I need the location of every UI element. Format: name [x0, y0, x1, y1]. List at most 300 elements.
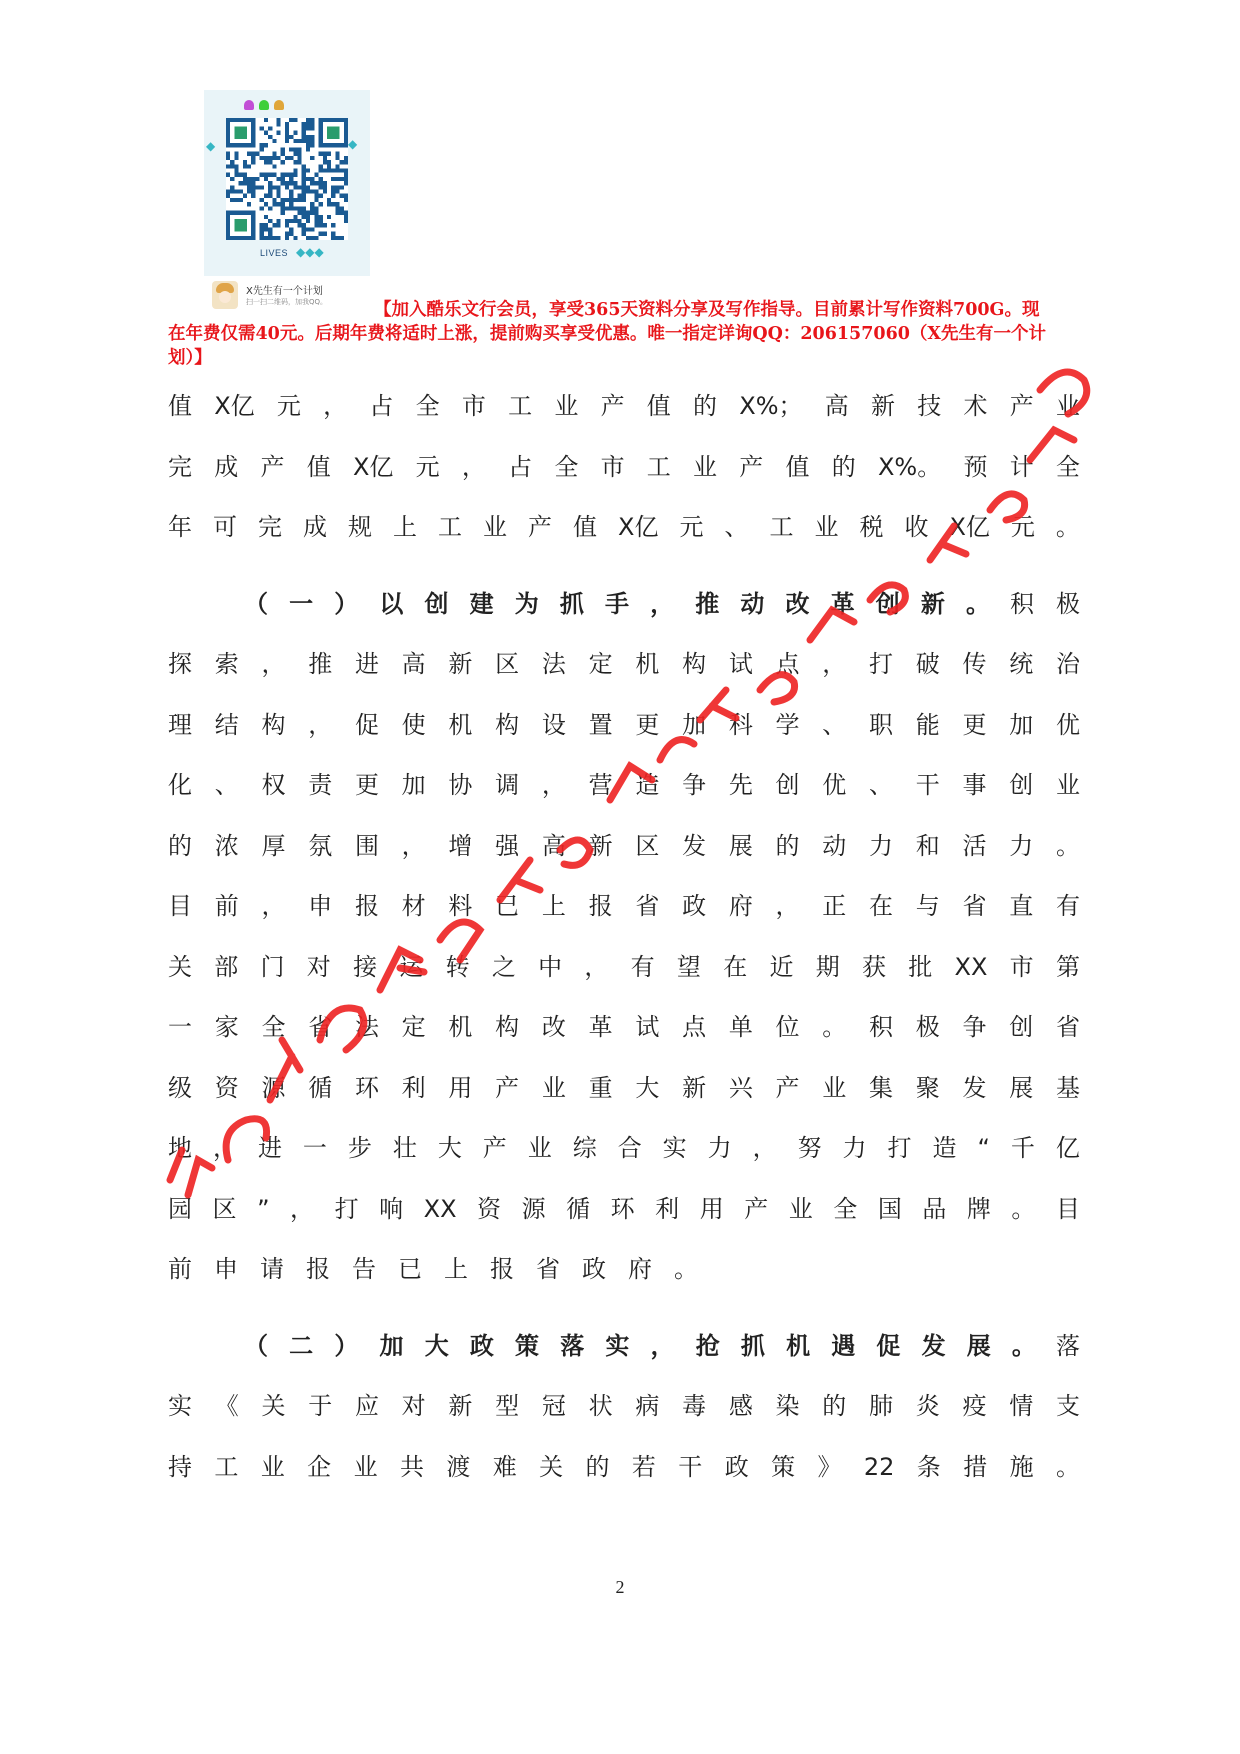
text-glyph: 环 [354, 1073, 379, 1102]
text-glyph: 型 [495, 1392, 520, 1420]
text-glyph: 加 [682, 710, 707, 739]
text-glyph: 批 [908, 952, 933, 981]
text-glyph: 发 [682, 831, 707, 860]
text-glyph: 报 [588, 892, 613, 920]
text-glyph: 环 [610, 1194, 635, 1223]
text-glyph: 二 [289, 1331, 314, 1360]
text-glyph: 构 [495, 710, 520, 739]
text-glyph: 状 [588, 1392, 613, 1420]
text-glyph: ， [308, 710, 333, 739]
text-glyph: 持 [168, 1452, 192, 1481]
text-glyph: 完 [258, 513, 282, 541]
text-glyph: 增 [448, 831, 473, 860]
text-glyph: 规 [348, 513, 372, 541]
text-glyph: “ [977, 1134, 990, 1162]
text-glyph: 业 [483, 513, 507, 541]
text-glyph: 活 [962, 831, 987, 860]
text-glyph: 新 [682, 1073, 707, 1102]
text-glyph: 机 [786, 1331, 811, 1360]
text-glyph: 用 [448, 1073, 473, 1102]
text-glyph: 望 [676, 952, 701, 981]
text-glyph: 条 [916, 1452, 941, 1481]
text-glyph: 氛 [308, 831, 333, 860]
text-glyph: 的 [693, 392, 718, 420]
text-glyph: 位 [775, 1013, 800, 1041]
text-glyph: 。 [1055, 1452, 1080, 1481]
text-glyph: 目 [1055, 1194, 1080, 1223]
text-glyph: 破 [915, 650, 940, 678]
text-glyph: 申 [308, 892, 333, 920]
text-glyph: 市 [600, 452, 625, 481]
text-glyph: 定 [401, 1013, 426, 1041]
text-glyph: 动 [740, 589, 765, 618]
text-glyph: 支 [1055, 1392, 1080, 1420]
text-glyph: 协 [448, 771, 473, 799]
text-glyph: 化 [168, 771, 192, 799]
text-glyph: 全 [261, 1013, 286, 1041]
text-glyph: （ [244, 1331, 268, 1360]
text-glyph: 千 [1010, 1134, 1035, 1162]
fish-icon: ◆ [348, 137, 358, 151]
text-glyph: XX [423, 1194, 457, 1223]
text-glyph: 家 [214, 1013, 239, 1041]
text-glyph: 手 [605, 589, 629, 618]
text-glyph: 资 [477, 1194, 502, 1223]
text-glyph: 构 [261, 710, 286, 739]
text-glyph: 肺 [869, 1392, 894, 1420]
text-glyph: 业 [353, 1452, 378, 1481]
text-line [168, 1179, 1080, 1240]
text-glyph: 高 [824, 392, 849, 420]
account-name: X先生有一个计划 [246, 286, 323, 297]
text-glyph: 的 [585, 1452, 610, 1481]
text-glyph: 落 [560, 1331, 585, 1360]
text-glyph: 大 [437, 1134, 462, 1162]
text-glyph: 干 [678, 1452, 703, 1481]
text-glyph: 元 [1010, 513, 1035, 541]
fish-icon: ◆◆◆ [296, 245, 324, 259]
text-glyph: 职 [869, 710, 894, 739]
intro-paragraph [168, 376, 1080, 558]
text-glyph: 区 [495, 650, 520, 678]
text-glyph: 为 [514, 589, 539, 618]
text-glyph: 响 [379, 1194, 404, 1223]
text-glyph: 产 [482, 1134, 507, 1162]
text-glyph: 术 [963, 392, 988, 420]
text-glyph: 治 [1055, 650, 1080, 678]
text-glyph: 策 [771, 1452, 796, 1481]
text-glyph: 前 [214, 892, 239, 920]
text-glyph: 更 [962, 710, 987, 739]
text-glyph: 告 [352, 1255, 376, 1283]
page-number: 2 [615, 1577, 625, 1597]
text-glyph: 积 [1010, 589, 1034, 618]
text-glyph: ， [461, 452, 486, 481]
text-glyph: 大 [635, 1073, 660, 1102]
text-glyph: 税 [859, 513, 884, 541]
text-glyph: 利 [655, 1194, 680, 1223]
text-glyph: 结 [214, 710, 239, 739]
text-glyph: 值 [306, 452, 331, 481]
text-glyph: 感 [728, 1392, 753, 1420]
text-glyph: 遇 [831, 1331, 856, 1360]
text-glyph: 产 [1009, 392, 1034, 420]
scan-hint: 扫一扫二维码，加我QQ。 [246, 298, 328, 306]
text-glyph: 元 [276, 392, 301, 420]
text-glyph: 新 [448, 650, 473, 678]
text-glyph: 新 [920, 589, 945, 618]
text-glyph: 病 [635, 1392, 660, 1420]
text-glyph: 传 [962, 650, 987, 678]
text-glyph: 企 [307, 1452, 332, 1481]
text-glyph: 转 [445, 952, 470, 981]
text-glyph: ， [290, 1194, 315, 1223]
text-glyph: 责 [308, 771, 333, 799]
text-glyph: 。 [822, 1013, 847, 1041]
text-glyph: 学 [775, 710, 800, 739]
text-glyph: 抢 [695, 1331, 720, 1360]
text-glyph: 改 [785, 589, 810, 618]
text-glyph: 展 [1009, 1073, 1034, 1102]
text-glyph: 产 [260, 452, 285, 481]
text-glyph: 占 [508, 452, 533, 481]
text-glyph: 第 [1055, 952, 1080, 981]
text-glyph: 。 [674, 1255, 698, 1283]
text-glyph: 工 [769, 513, 794, 541]
text-glyph: 技 [917, 392, 942, 420]
text-glyph: 推 [695, 589, 720, 618]
text-glyph: 产 [600, 392, 625, 420]
text-glyph: 基 [1055, 1073, 1080, 1102]
ad-notice [168, 298, 1092, 370]
text-glyph: 值 [785, 452, 810, 481]
text-glyph: （ [244, 589, 268, 618]
text-glyph: 源 [521, 1194, 546, 1223]
text-glyph: 有 [630, 952, 655, 981]
text-glyph: 合 [617, 1134, 642, 1162]
text-glyph: 获 [861, 952, 886, 981]
text-glyph: 展 [728, 831, 753, 860]
text-glyph: 打 [334, 1194, 359, 1223]
text-glyph: 使 [401, 710, 426, 739]
text-glyph: 建 [469, 589, 494, 618]
text-glyph: 努 [797, 1134, 822, 1162]
fish-icon: ◆ [206, 139, 216, 153]
text-glyph: 市 [461, 392, 486, 420]
text-glyph: ， [822, 650, 847, 678]
text-glyph: 。 [1055, 513, 1080, 541]
text-glyph: 部 [214, 952, 239, 981]
text-glyph: 工 [646, 452, 671, 481]
text-glyph: 兴 [728, 1073, 753, 1102]
text-glyph: 定 [588, 650, 613, 678]
text-glyph: 接 [353, 952, 378, 981]
text-glyph: 省 [308, 1013, 333, 1041]
text-glyph: 强 [495, 831, 520, 860]
text-glyph: 机 [635, 650, 660, 678]
text-line [168, 997, 1080, 1058]
text-glyph: 若 [631, 1452, 656, 1481]
text-glyph: 设 [541, 710, 566, 739]
text-glyph: 料 [448, 892, 473, 920]
text-line [168, 376, 1080, 437]
text-glyph: X%； [739, 392, 803, 420]
text-glyph: 落 [1056, 1331, 1080, 1360]
text-glyph: 试 [728, 650, 753, 678]
qr-code-image [226, 118, 348, 240]
text-glyph: 造 [635, 771, 660, 799]
text-glyph: 加 [379, 1331, 404, 1360]
text-glyph: ， [212, 1134, 237, 1162]
text-glyph: 干 [915, 771, 940, 799]
text-glyph: 渡 [446, 1452, 471, 1481]
text-glyph: 优 [1055, 710, 1080, 739]
text-glyph: 工 [508, 392, 533, 420]
text-glyph: 产 [744, 1194, 769, 1223]
text-glyph: 有 [1055, 892, 1080, 920]
text-glyph: 的 [822, 1392, 847, 1420]
text-glyph: X亿 [618, 513, 659, 541]
text-glyph: 。 [966, 589, 990, 618]
qr-code-card [204, 90, 370, 276]
text-glyph: 围 [354, 831, 379, 860]
text-glyph: ， [650, 1331, 675, 1360]
ad-notice-line: 划）】 [168, 348, 212, 368]
text-glyph: X亿 [949, 513, 990, 541]
text-glyph: 值 [168, 392, 192, 420]
text-glyph: 营 [588, 771, 613, 799]
text-glyph: 门 [260, 952, 285, 981]
text-glyph: 省 [536, 1255, 560, 1283]
text-glyph: 政 [582, 1255, 606, 1283]
text-glyph: 大 [424, 1331, 449, 1360]
text-glyph: XX [954, 952, 988, 981]
text-glyph: 府 [728, 892, 753, 920]
text-glyph: ， [775, 892, 800, 920]
text-glyph: X亿 [214, 392, 255, 420]
text-glyph: ， [584, 952, 609, 981]
text-glyph: ） [334, 1331, 359, 1360]
qr-lives-label: LIVES [260, 248, 289, 258]
text-glyph: 政 [724, 1452, 749, 1481]
text-glyph: 上 [393, 513, 417, 541]
text-glyph: 计 [1009, 452, 1034, 481]
text-glyph: 试 [635, 1013, 660, 1041]
text-glyph: 、 [869, 771, 894, 799]
text-glyph: 直 [1009, 892, 1034, 920]
section-heading-2 [168, 1316, 1080, 1377]
text-glyph: 期 [815, 952, 840, 981]
text-glyph: ， [261, 892, 286, 920]
text-glyph: 一 [302, 1134, 327, 1162]
text-glyph: 对 [306, 952, 331, 981]
text-glyph: 政 [469, 1331, 494, 1360]
text-glyph: 元 [415, 452, 440, 481]
text-glyph: X亿 [352, 452, 394, 481]
text-line [168, 1376, 1080, 1437]
text-glyph: 产 [495, 1073, 520, 1102]
text-glyph: 前 [168, 1255, 192, 1283]
text-glyph: 探 [168, 650, 192, 678]
text-glyph: 革 [588, 1013, 613, 1041]
text-glyph: 加 [1009, 710, 1034, 739]
text-glyph: 对 [401, 1392, 426, 1420]
text-glyph: 成 [303, 513, 327, 541]
text-glyph: 新 [588, 831, 613, 860]
text-line [168, 816, 1080, 877]
text-glyph: 争 [682, 771, 707, 799]
text-glyph: 集 [869, 1073, 894, 1102]
text-glyph: ， [650, 589, 675, 618]
text-glyph: 展 [966, 1331, 991, 1360]
text-glyph: 收 [904, 513, 929, 541]
text-glyph: 炎 [915, 1392, 940, 1420]
text-glyph: 关 [261, 1392, 286, 1420]
text-glyph: 已 [398, 1255, 422, 1283]
text-glyph: 推 [308, 650, 333, 678]
text-glyph: 施 [1009, 1452, 1034, 1481]
document-body [168, 376, 1080, 1497]
text-glyph: 创 [875, 589, 900, 618]
text-glyph: 、 [214, 771, 239, 799]
text-glyph: 打 [869, 650, 894, 678]
text-glyph: 机 [448, 710, 473, 739]
text-glyph: 科 [728, 710, 753, 739]
text-glyph: 业 [814, 513, 839, 541]
text-glyph: ” [257, 1194, 270, 1223]
text-glyph: 国 [877, 1194, 902, 1223]
text-glyph: 疫 [962, 1392, 987, 1420]
ad-notice-line: 在年费仅需40元。后期年费将适时上涨，提前购买享受优惠。唯一指定详询QQ：206157060（X先生有一个计 [168, 324, 1047, 344]
text-glyph: 难 [492, 1452, 517, 1481]
text-glyph: 园 [168, 1194, 192, 1223]
text-glyph: 产 [775, 1073, 800, 1102]
text-glyph: 争 [962, 1013, 987, 1041]
text-glyph: 已 [495, 892, 520, 920]
text-glyph: 高 [401, 650, 426, 678]
text-glyph: 创 [775, 771, 800, 799]
text-glyph: 理 [168, 710, 192, 739]
text-glyph: 申 [214, 1255, 238, 1283]
text-glyph: 造 [932, 1134, 957, 1162]
text-glyph: 《 [214, 1392, 239, 1420]
text-glyph: 权 [261, 771, 286, 799]
text-glyph: 品 [922, 1194, 947, 1223]
text-glyph: 索 [214, 650, 239, 678]
text-glyph: 、 [822, 710, 847, 739]
text-glyph: 法 [541, 650, 566, 678]
text-glyph: 构 [495, 1013, 520, 1041]
text-glyph: 极 [1056, 589, 1080, 618]
text-glyph: 业 [554, 392, 579, 420]
text-glyph: 聚 [915, 1073, 940, 1102]
text-glyph: 报 [306, 1255, 330, 1283]
text-glyph: 措 [963, 1452, 988, 1481]
pixel-ghost-icons [244, 100, 284, 110]
text-glyph: 创 [1009, 771, 1034, 799]
text-glyph: 调 [495, 771, 520, 799]
text-glyph: 。 [1055, 831, 1080, 860]
text-glyph: 加 [401, 771, 426, 799]
text-glyph: 值 [573, 513, 597, 541]
text-glyph: 值 [646, 392, 671, 420]
text-glyph: 业 [1055, 771, 1080, 799]
text-glyph: 区 [635, 831, 660, 860]
text-glyph: 高 [541, 831, 566, 860]
text-glyph: 策 [515, 1331, 540, 1360]
text-glyph: 浓 [214, 831, 239, 860]
text-glyph: 壮 [392, 1134, 417, 1162]
text-glyph: 改 [541, 1013, 566, 1041]
text-line [168, 1118, 1080, 1179]
text-glyph: 厚 [261, 831, 286, 860]
text-glyph: 省 [635, 892, 660, 920]
text-glyph: 能 [915, 710, 940, 739]
text-glyph: 业 [788, 1194, 813, 1223]
text-glyph: 在 [869, 892, 894, 920]
text-glyph: 运 [399, 952, 424, 981]
text-glyph: 请 [260, 1255, 284, 1283]
text-glyph: 22 [863, 1452, 895, 1481]
text-glyph: 年 [168, 513, 192, 541]
text-line [168, 937, 1080, 998]
text-glyph: 成 [214, 452, 239, 481]
text-line [168, 634, 1080, 695]
section-1-paragraph [168, 634, 1080, 1300]
text-glyph: 与 [915, 892, 940, 920]
text-glyph: 事 [962, 771, 987, 799]
text-glyph: 在 [723, 952, 748, 981]
text-glyph: 中 [538, 952, 563, 981]
text-glyph: 打 [887, 1134, 912, 1162]
text-glyph: 进 [257, 1134, 282, 1162]
text-glyph: 业 [260, 1452, 285, 1481]
text-glyph: 发 [921, 1331, 946, 1360]
text-glyph: 完 [168, 452, 192, 481]
text-glyph: 力 [707, 1134, 732, 1162]
text-glyph: 染 [775, 1392, 800, 1420]
text-glyph: 共 [399, 1452, 424, 1481]
text-glyph: 综 [572, 1134, 597, 1162]
text-glyph: 力 [869, 831, 894, 860]
text-glyph: 循 [308, 1073, 333, 1102]
text-line [168, 876, 1080, 937]
section-2-paragraph [168, 1376, 1080, 1497]
text-glyph: 源 [261, 1073, 286, 1102]
text-glyph: 省 [962, 892, 987, 920]
text-glyph: 利 [401, 1073, 426, 1102]
text-glyph: ， [752, 1134, 777, 1162]
ad-notice-line: 【加入酷乐文行会员，享受365天资料分享及写作指导。目前累计写作资料700G。现 [374, 300, 1040, 320]
text-line [168, 497, 1080, 558]
text-glyph: 单 [728, 1013, 753, 1041]
text-glyph: 积 [869, 1013, 894, 1041]
text-glyph: 、 [724, 513, 749, 541]
text-glyph: ， [261, 650, 286, 678]
text-glyph: 法 [354, 1013, 379, 1041]
text-glyph: 情 [1009, 1392, 1034, 1420]
text-glyph: 促 [876, 1331, 901, 1360]
text-glyph: ， [401, 831, 426, 860]
text-glyph: 可 [213, 513, 237, 541]
text-glyph: 极 [915, 1013, 940, 1041]
text-glyph: 以 [379, 589, 404, 618]
text-line [168, 755, 1080, 816]
text-glyph: 点 [775, 650, 800, 678]
text-glyph: 新 [870, 392, 895, 420]
text-glyph: 之 [491, 952, 516, 981]
text-glyph: 市 [1009, 952, 1034, 981]
